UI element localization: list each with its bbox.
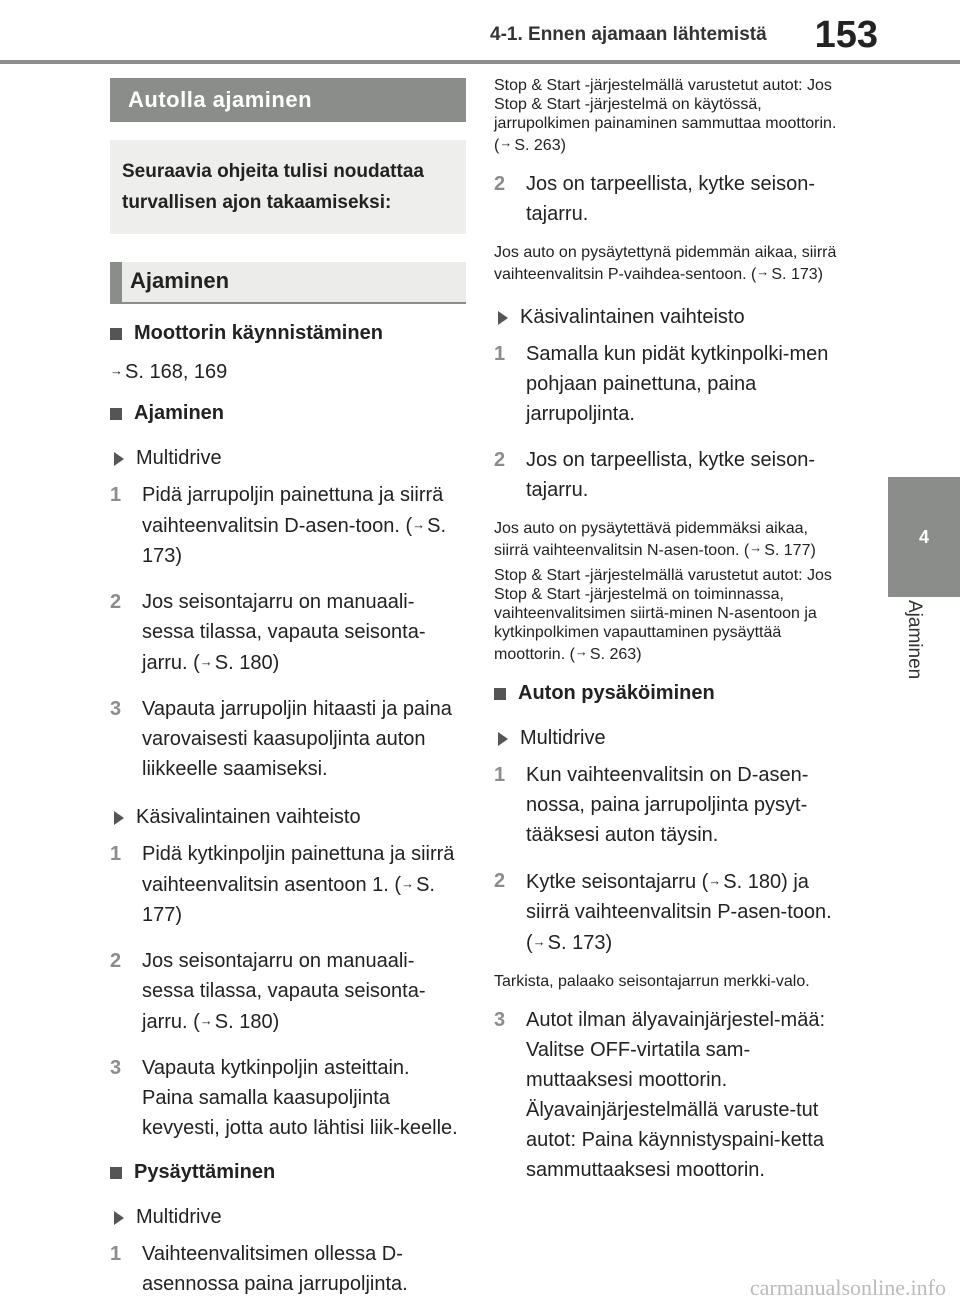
subheading-multidrive: Multidrive <box>110 1206 466 1229</box>
subheading-driving: Ajaminen <box>110 402 466 425</box>
intro-box: Seuraavia ohjeita tulisi noudattaa turvallisen ajon takaamiseksi: <box>110 140 466 234</box>
triangle-bullet-icon <box>498 732 508 746</box>
chapter-banner: Autolla ajaminen <box>110 78 466 122</box>
arrow-right-icon: → <box>749 540 763 555</box>
list-item: 3 Vapauta jarrupoljin hitaasti ja paina varovaisesti kaasupoljinta auton liikkeelle saamiseksi. <box>110 698 452 780</box>
subheading-engine-start: Moottorin käynnistäminen <box>110 322 466 345</box>
subheading-stopping: Pysäyttäminen <box>110 1161 466 1184</box>
list-item: 1 Vaihteenvalitsimen ollessa D-asennossa paina jarrupoljinta. <box>110 1243 408 1295</box>
note-long-stop: Jos auto on pysäytettynä pidemmän aikaa, siirrä vaihteenvalitsin P-vaihdea-sentoon. (→ S. 173) <box>494 244 837 283</box>
triangle-bullet-icon <box>114 1211 124 1225</box>
arrow-right-icon: → <box>199 654 213 669</box>
triangle-bullet-icon <box>498 311 508 325</box>
square-bullet-icon <box>110 328 122 340</box>
chapter-tab-label: Ajaminen <box>904 600 925 680</box>
chapter-tab-number: 4 <box>888 477 960 597</box>
list-item: 2 Jos on tarpeellista, kytke seison-tajarru. <box>494 173 816 225</box>
list-item: 3 Vapauta kytkinpoljin asteittain. Paina samalla kaasupoljinta kevyesti, jotta auto lähtisi liik-keelle. <box>110 1057 458 1139</box>
list-item: 1 Samalla kun pidät kytkinpolki-men pohjaan painettuna, paina jarrupoljinta. <box>494 343 829 425</box>
watermark: carmanualsonline.info <box>749 1275 946 1300</box>
header-rule <box>0 60 960 64</box>
triangle-bullet-icon <box>114 811 124 825</box>
header-section-title: 4-1. Ennen ajamaan lähtemistä <box>490 24 767 45</box>
arrow-right-icon: → <box>199 1013 213 1028</box>
note-stop-start: Stop & Start -järjestelmällä varustetut autot: Jos Stop & Start -järjestelmä on käytössä, jarrupolkimen painaminen sammuttaa moottorin. (→ S. 263) <box>494 77 837 154</box>
list-item: 2 Kytke seisontajarru (→ S. 180) ja siirrä vaihteenvalitsin P-asen-toon. (→ S. 173) <box>494 870 832 954</box>
list-item: 3 Autot ilman älyavainjärjestel-mää: Valitse OFF-virtatila sam-muttaaksesi moottorin. Älyavainjärjestelmällä varuste-tut autot: Paina käynnistyspaini-ketta sammuttaaksesi moottorin. <box>494 1009 826 1181</box>
subheading-manual-transmission: Käsivalintainen vaihteisto <box>494 306 846 329</box>
arrow-right-icon: → <box>110 363 123 378</box>
list-item: 1 Kun vaihteenvalitsin on D-asen-nossa, paina jarrupoljinta pysyt-tääksesi auton täysin. <box>494 764 809 846</box>
arrow-right-icon: → <box>412 517 426 532</box>
page-reference: → S. 168, 169 <box>110 361 228 383</box>
list-item: 2 Jos seisontajarru on manuaali-sessa tilassa, vapauta seisonta-jarru. (→ S. 180) <box>110 950 426 1033</box>
arrow-right-icon: → <box>499 135 513 150</box>
square-bullet-icon <box>110 408 122 420</box>
section-heading-ajaminen: Ajaminen <box>110 262 466 304</box>
list-item: 2 Jos seisontajarru on manuaali-sessa tilassa, vapauta seisonta-jarru. (→ S. 180) <box>110 591 426 674</box>
right-column <box>494 76 846 1185</box>
square-bullet-icon <box>494 688 506 700</box>
subheading-parking: Auton pysäköiminen <box>494 682 846 705</box>
list-item: 1 Pidä kytkinpoljin painettuna ja siirrä vaihteenvalitsin asentoon 1. (→ S. 177) <box>110 843 455 926</box>
note-neutral-stop: Jos auto on pysäytettävä pidemmäksi aikaa, siirrä vaihteenvalitsin N-asen-toon. (→ S. 177) <box>494 520 816 559</box>
arrow-right-icon: → <box>574 644 588 659</box>
arrow-right-icon: → <box>756 264 770 279</box>
page-number: 153 <box>814 14 878 56</box>
note-stop-start-manual: Stop & Start -järjestelmällä varustetut autot: Jos Stop & Start -järjestelmä on toiminnassa, vaihteenvalitsimen siirtä-minen N-asentoon ja kytkinpolkimen vapauttaminen pysäyttää moottorin. (→ S. 263) <box>494 567 832 663</box>
triangle-bullet-icon <box>114 452 124 466</box>
arrow-right-icon: → <box>401 876 415 891</box>
left-column <box>110 78 466 1299</box>
list-item: 1 Pidä jarrupoljin painettuna ja siirrä vaihteenvalitsin D-asen-toon. (→ S. 173) <box>110 484 447 567</box>
note-parking-brake-light: Tarkista, palaako seisontajarrun merkki-valo. <box>494 973 810 990</box>
list-item: 2 Jos on tarpeellista, kytke seison-tajarru. <box>494 449 816 501</box>
arrow-right-icon: → <box>532 934 546 949</box>
arrow-right-icon: → <box>708 873 722 888</box>
subheading-manual-transmission: Käsivalintainen vaihteisto <box>110 806 466 829</box>
square-bullet-icon <box>110 1167 122 1179</box>
subheading-multidrive: Multidrive <box>110 447 466 470</box>
subheading-multidrive: Multidrive <box>494 727 846 750</box>
